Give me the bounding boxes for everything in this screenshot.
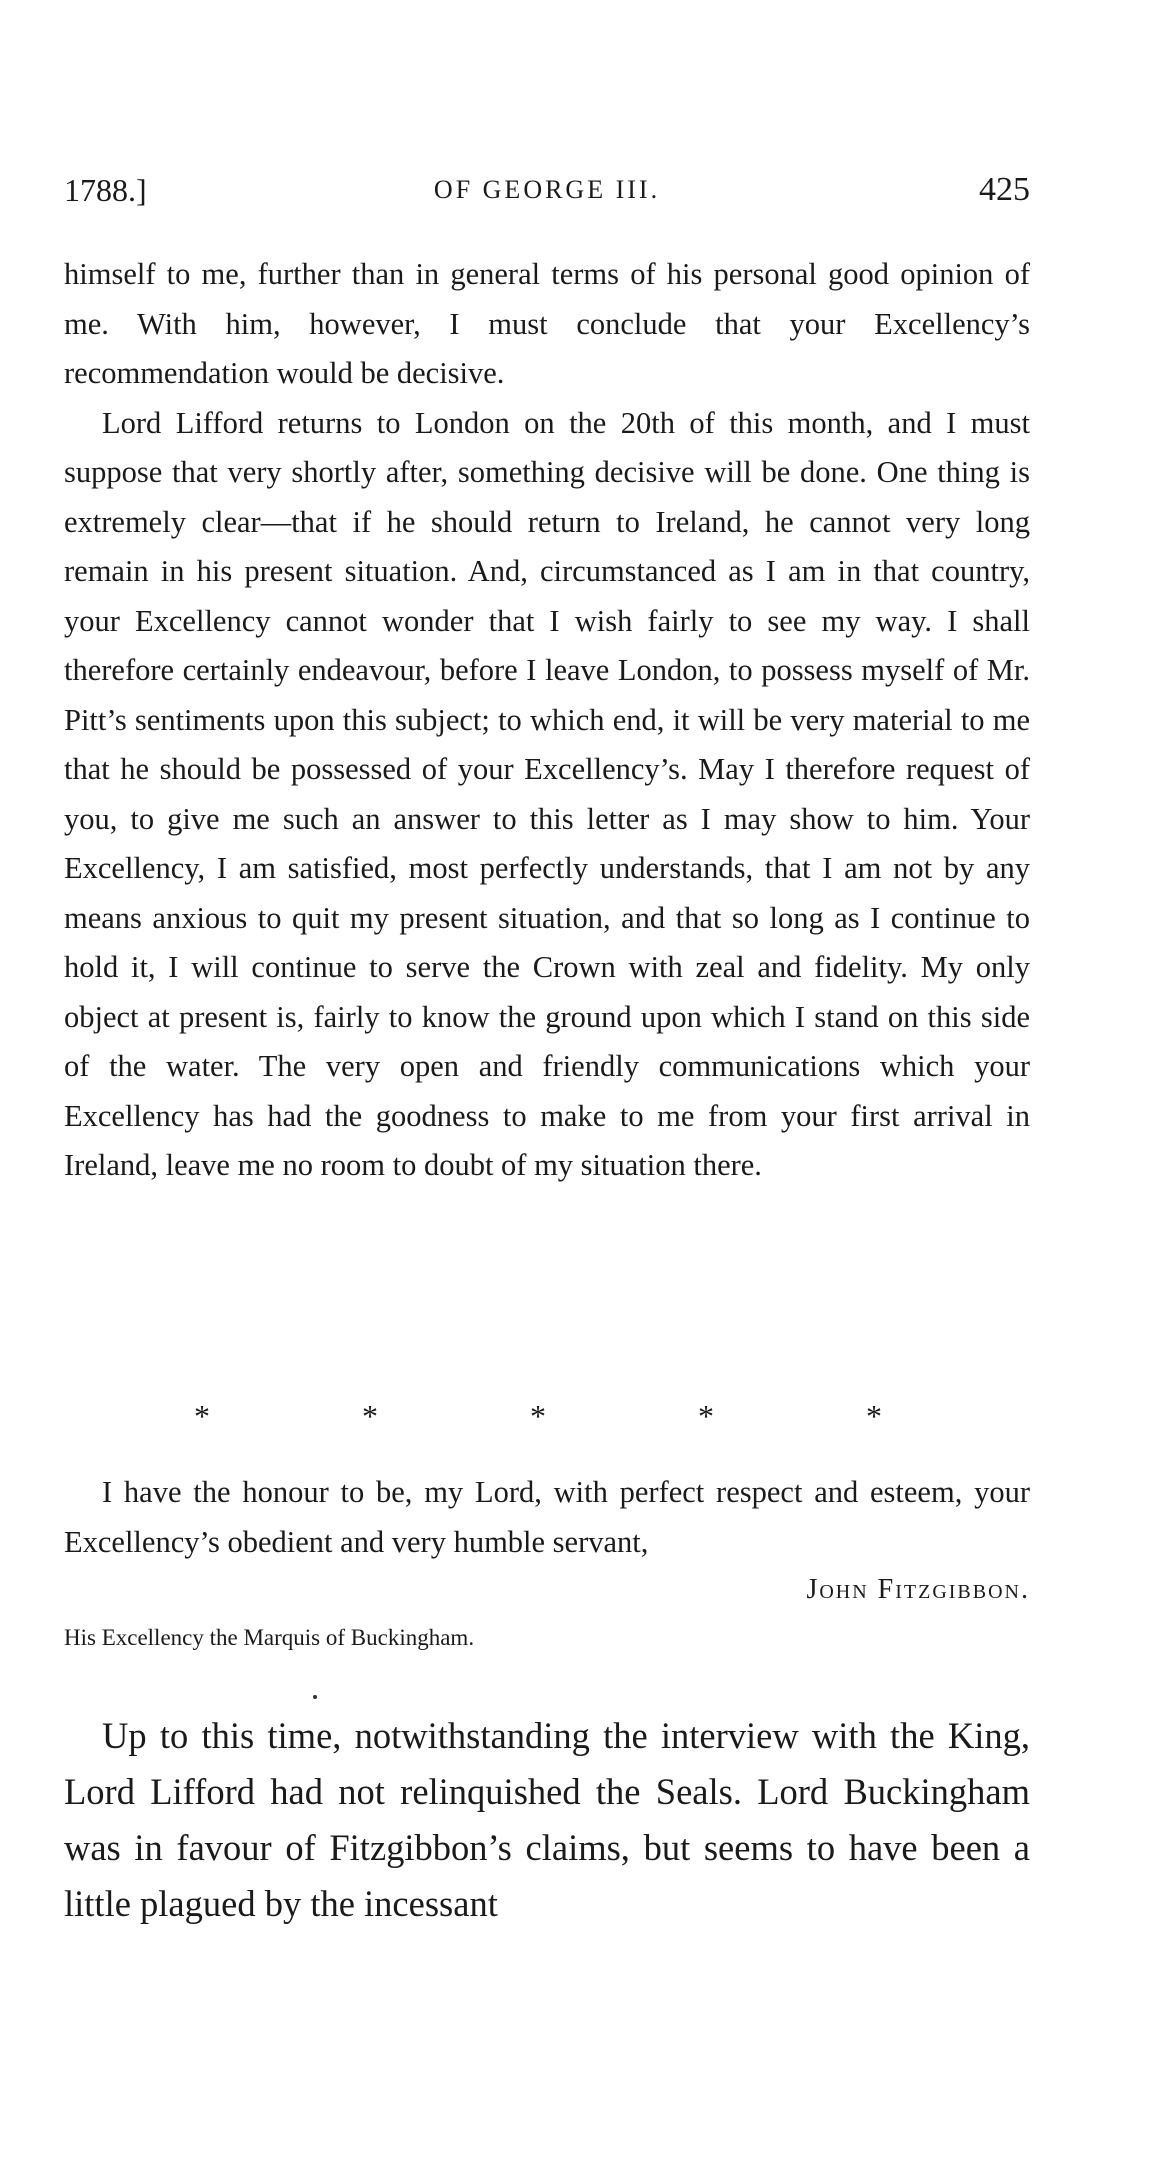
closing-text: I have the honour to be, my Lord, with perfect respect and esteem, your Excellency’s obedient and very humble servant, (64, 1475, 1030, 1559)
separator-star: * (866, 1398, 882, 1434)
running-head-year: 1788.] (64, 172, 147, 208)
narrative-paragraph: Up to this time, notwithstanding the interview with the King, Lord Lifford had not relinquished the Seals. Lord Buckingham was in favour of Fitzgibbon’s claims, but seems to have been a little plagued by the incessant (64, 1715, 1030, 1924)
letter-paragraph-1: himself to me, further than in general terms of his personal good opinion of me. With him, however, I must conclude that your Excellency’s recommendation would be decisive. (64, 257, 1030, 390)
letter-body (64, 250, 1030, 1191)
narrative-body (64, 1708, 1030, 1932)
running-head (64, 168, 1030, 212)
separator-star: * (362, 1398, 378, 1434)
signature: John Fitzgibbon. (806, 1574, 1030, 1605)
separator-star: * (194, 1398, 210, 1434)
addressee: His Excellency the Marquis of Buckingham. (64, 1625, 475, 1650)
stray-dot (313, 1695, 317, 1699)
page-number: 425 (979, 171, 1030, 208)
separator-star: * (698, 1398, 714, 1434)
letter-closing (64, 1468, 1030, 1567)
separator-star: * (530, 1398, 546, 1434)
asterism-separator (64, 1398, 1030, 1448)
running-head-title: OF GEORGE III. (433, 175, 661, 204)
letter-paragraph-2: Lord Lifford returns to London on the 20th of this month, and I must suppose that very shortly after, something decisive will be done. One thing is extremely clear—that if he should return to Ireland, he cannot very long remain in his present situation. And, circumstanced as I am in that country, your Excellency cannot wonder that I wish fairly to see my way. I shall therefore certainly endeavour, before I leave London, to possess myself of Mr. Pitt’s sentiments upon this subject; to which end, it will be very material to me that he should be possessed of your Excellency’s. May I therefore request of you, to give me such an answer to this letter as I may show to him. Your Excellency, I am satisfied, most perfectly understands, that I am not by any means anxious to quit my present situation, and that so long as I continue to hold it, I will continue to serve the Crown with zeal and fidelity. My only object at present is, fairly to know the ground upon which I stand on this side of the water. The very open and friendly communications which your Excellency has had the goodness to make to me from your first arrival in Ireland, leave me no room to doubt of my situation there. (64, 405, 1030, 1182)
